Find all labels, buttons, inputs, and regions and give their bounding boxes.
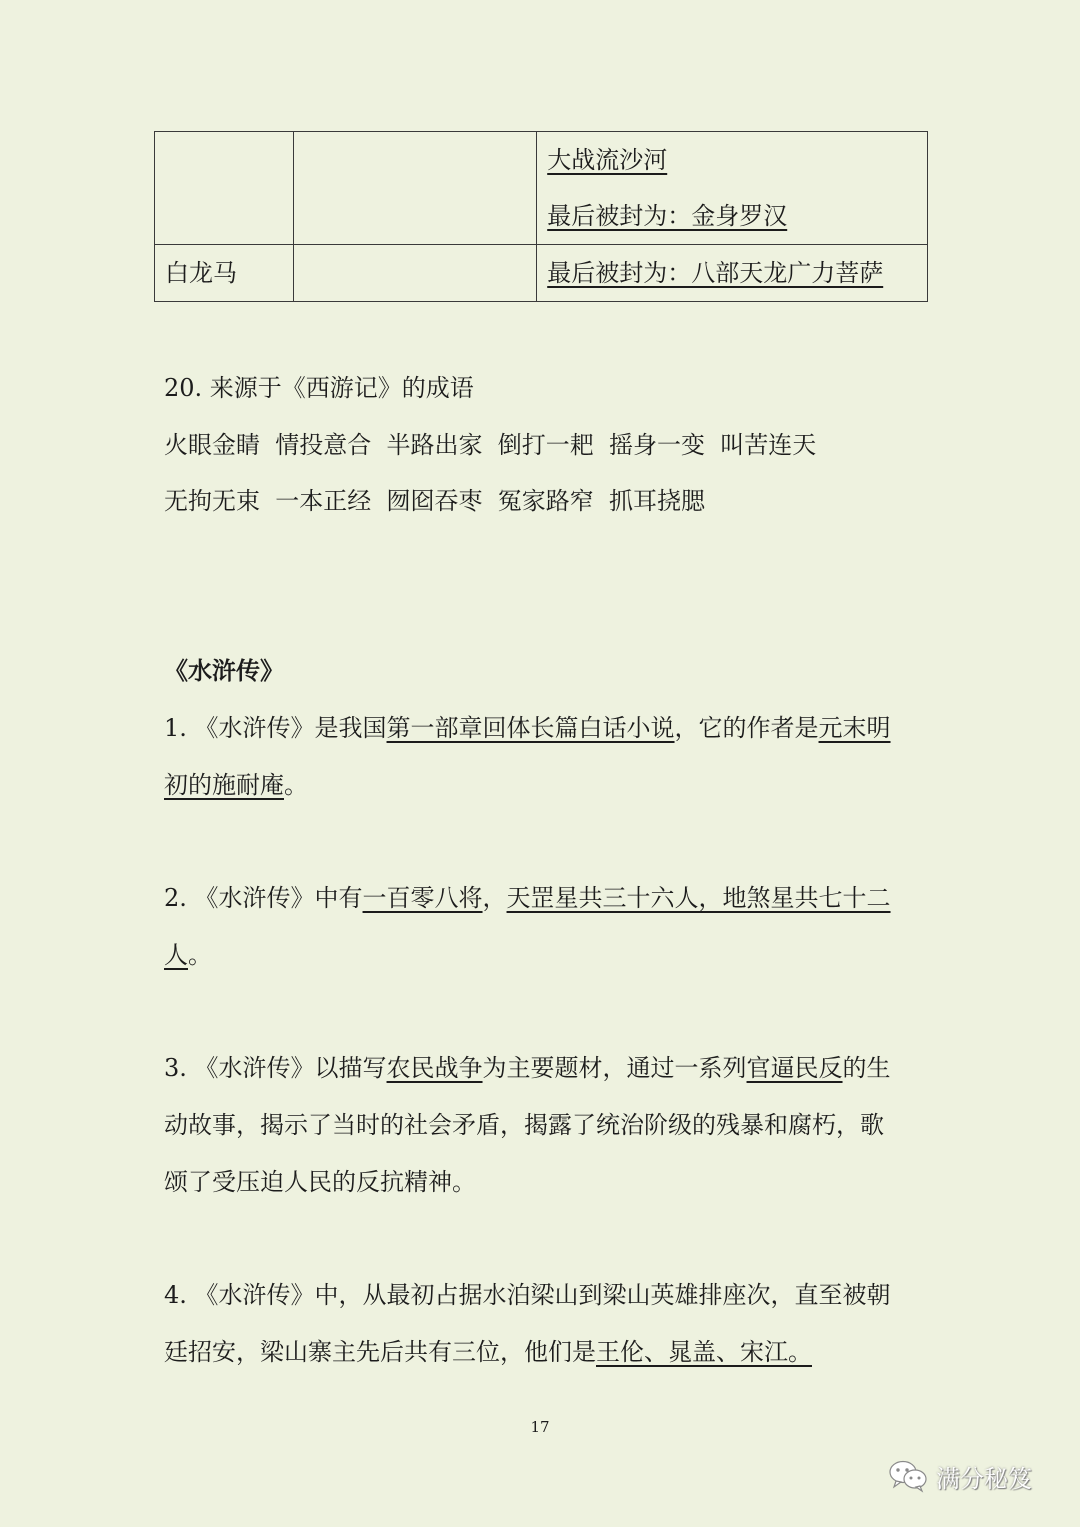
table-cell	[537, 132, 928, 245]
answer-text: 元末明	[818, 714, 891, 742]
answer-text: 官逼民反	[746, 1054, 843, 1082]
answer-text: 人	[164, 941, 188, 969]
question-4-line: 4. 《水浒传》中，从最初占据水泊梁山到梁山英雄排座次，直至被朝	[164, 1281, 891, 1309]
table-cell	[293, 245, 537, 302]
table-cell	[293, 132, 537, 245]
question-3-line: 动故事，揭示了当时的社会矛盾，揭露了统治阶级的残暴和腐朽，歌	[164, 1111, 884, 1139]
question-1-line: 初的施耐庵。	[164, 771, 308, 799]
table-row	[155, 245, 928, 302]
answer-text: 初的施耐庵	[164, 771, 284, 799]
question-2-line: 2. 《水浒传》中有一百零八将，天罡星共三十六人，地煞星共七十二	[164, 884, 891, 912]
table-row	[155, 132, 928, 245]
idioms-line: 无拘无束 一本正经 囫囵吞枣 冤家路窄 抓耳挠腮	[164, 487, 706, 515]
question-1-line: 1. 《水浒传》是我国第一部章回体长篇白话小说，它的作者是元末明	[164, 714, 891, 742]
answer-text: 最后被封为：八部天龙广力菩萨	[547, 259, 884, 287]
answer-text: 最后被封为：金身罗汉	[547, 202, 788, 230]
question-3-line: 3. 《水浒传》以描写农民战争为主要题材，通过一系列官逼民反的生	[164, 1054, 891, 1082]
answer-text: 第一部章回体长篇白话小说	[386, 714, 675, 742]
answer-text: 天罡星共三十六人，地煞星共七十二	[506, 884, 891, 912]
character-name: 白龙马	[165, 259, 237, 287]
characters-table	[154, 131, 928, 302]
page-number: 17	[530, 1418, 550, 1436]
question-2-line: 人。	[164, 941, 212, 969]
table-cell	[155, 245, 294, 302]
wechat-icon	[888, 1459, 928, 1493]
answer-text: 大战流沙河	[547, 146, 668, 174]
question-3-line: 颂了受压迫人民的反抗精神。	[164, 1168, 476, 1196]
watermark	[888, 1456, 1032, 1496]
idioms-line: 火眼金睛 情投意合 半路出家 倒打一耙 摇身一变 叫苦连天	[164, 431, 817, 459]
idioms-title: 20. 来源于《西游记》的成语	[164, 374, 474, 402]
watermark-text: 满分秘笈	[936, 1464, 1032, 1493]
table-cell	[537, 245, 928, 302]
answer-text: 一百零八将	[362, 884, 483, 912]
answer-text: 农民战争	[386, 1054, 483, 1082]
answer-text: 王伦、晁盖、宋江。	[596, 1338, 812, 1366]
table-cell	[155, 132, 294, 245]
question-4-line: 廷招安，梁山寨主先后共有三位，他们是王伦、晁盖、宋江。	[164, 1338, 812, 1366]
section-heading: 《水浒传》	[164, 656, 284, 685]
